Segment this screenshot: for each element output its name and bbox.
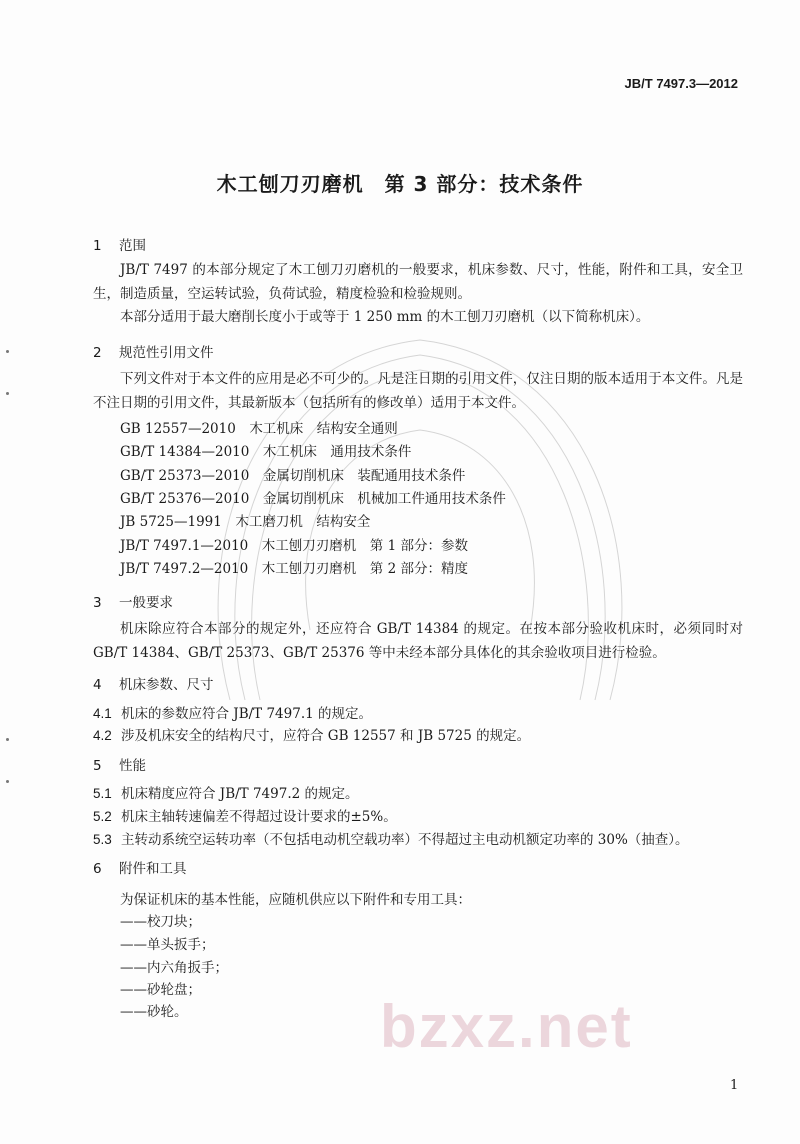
paragraph: 本部分适用于最大磨削长度小于或等于 1 250 mm 的木工刨刀刃磨机（以下简称机床）。 — [120, 309, 650, 325]
reference-item: GB 12557—2010 木工机床 结构安全通则 — [120, 421, 398, 437]
section-heading-general-requirements: 3 一般要求 — [93, 595, 173, 611]
paragraph: 为保证机床的基本性能，应随机供应以下附件和专用工具： — [120, 892, 471, 908]
watermark-text: bzxz.net — [380, 993, 633, 1060]
clause: 4.1 机床的参数应符合 JB/T 7497.1 的规定。 — [93, 706, 372, 722]
reference-item: GB/T 25376—2010 金属切削机床 机械加工件通用技术条件 — [120, 491, 506, 507]
list-item: ——砂轮盘； — [120, 982, 201, 998]
section-heading-normative-references: 2 规范性引用文件 — [93, 345, 214, 361]
reference-item: JB/T 7497.1—2010 木工刨刀刃磨机 第 1 部分：参数 — [120, 538, 468, 554]
reference-item: JB/T 7497.2—2010 木工刨刀刃磨机 第 2 部分：精度 — [120, 561, 468, 577]
document-title: 木工刨刀刃磨机 第 3 部分：技术条件 — [216, 172, 584, 196]
reference-item: GB/T 25373—2010 金属切削机床 装配通用技术条件 — [120, 468, 466, 484]
clause: 5.3 主转动系统空运转功率（不包括电动机空载功率）不得超过主电动机额定功率的 30%（抽查）。 — [93, 832, 689, 848]
standard-number: JB/T 7497.3—2012 — [624, 76, 738, 91]
page-number: 1 — [730, 1078, 739, 1093]
clause: 5.2 机床主轴转速偏差不得超过设计要求的±5%。 — [93, 809, 397, 825]
list-item: ——内六角扳手； — [120, 960, 228, 976]
paragraph: 机床除应符合本部分的规定外，还应符合 GB/T 14384 的规定。在按本部分验收机床时，必须同时对 GB/T 14384、GB/T 25373、GB/T 25376 等中未经本部分具体化的其余验收项目进行检验。 — [93, 621, 743, 661]
section-heading-scope: 1 范围 — [93, 238, 146, 254]
reference-item: GB/T 14384—2010 木工机床 通用技术条件 — [120, 444, 412, 460]
list-item: ——砂轮。 — [120, 1004, 188, 1020]
clause: 5.1 机床精度应符合 JB/T 7497.2 的规定。 — [93, 786, 359, 802]
section-heading-performance: 5 性能 — [93, 758, 146, 774]
list-item: ——单头扳手； — [120, 937, 215, 953]
scan-speck — [6, 392, 9, 395]
scan-speck — [6, 738, 9, 741]
scan-speck — [6, 350, 9, 353]
list-item: ——校刀块； — [120, 914, 201, 930]
paragraph: 下列文件对于本文件的应用是必不可少的。凡是注日期的引用文件，仅注日期的版本适用于本文件。凡是不注日期的引用文件，其最新版本（包括所有的修改单）适用于本文件。 — [93, 371, 743, 411]
paragraph: JB/T 7497 的本部分规定了木工刨刀刃磨机的一般要求，机床参数、尺寸，性能，附件和工具，安全卫生，制造质量，空运转试验，负荷试验，精度检验和检验规则。 — [93, 262, 743, 302]
section-heading-parameters: 4 机床参数、尺寸 — [93, 677, 214, 693]
clause: 4.2 涉及机床安全的结构尺寸，应符合 GB 12557 和 JB 5725 的规定。 — [93, 728, 531, 744]
reference-item: JB 5725—1991 木工磨刀机 结构安全 — [120, 514, 371, 530]
section-heading-accessories-tools: 6 附件和工具 — [93, 861, 187, 877]
scan-speck — [6, 780, 9, 783]
